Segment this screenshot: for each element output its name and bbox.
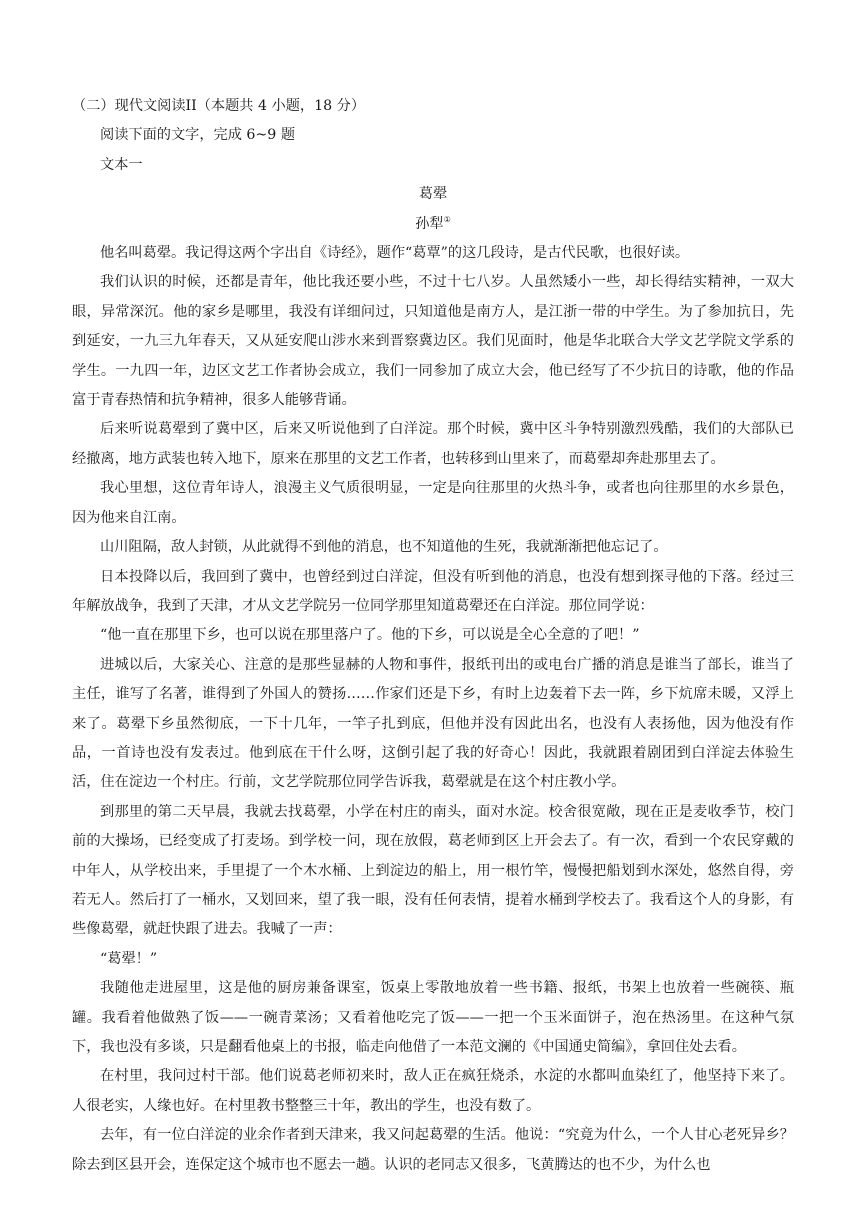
paragraph: 山川阻隔，敌人封锁，从此就得不到他的消息，也不知道他的生死，我就渐渐把他忘记了。 [100, 539, 668, 556]
paragraph: 去年，有一位白洋淀的业余作者到天津来，我又问起葛翚的生活。他说：“究竟为什么，一个人甘心老死异乡？除去到区县开会，连保定这个城市也不愿去一趟。认识的老同志又很多，飞黄腾达的也不少，为什么也 [72, 1127, 794, 1173]
footnote-marker: ① [443, 214, 451, 224]
section-header: （二）现代文阅读II（本题共 4 小题，18 分） [72, 98, 366, 114]
author-line [72, 210, 794, 239]
paragraph: 他名叫葛翚。我记得这两个字出自《诗经》，题作“葛覃”的这几段诗，是古代民歌，也很好读。 [100, 245, 690, 262]
paragraph: 我心里想，这位青年诗人，浪漫主义气质很明显，一定是向往那里的火热斗争，或者也向往那里的水乡景色，因为他来自江南。 [72, 480, 794, 526]
quote-paragraph: “他一直在那里下乡，也可以说在那里落户了。他的下乡，可以说是全心全意的了吧！” [100, 627, 640, 644]
paragraph: 后来听说葛翚到了冀中区，后来又听说他到了白洋淀。那个时候，冀中区斗争特别激烈残酷，我们的大部队已经撤离，地方武装也转入地下，原来在那里的文艺工作者，也转移到山里来了，而葛翚却奔赴那里去了。 [72, 421, 794, 467]
document-page [72, 92, 794, 1180]
paragraph: 进城以后，大家关心、注意的是那些显赫的人物和事件，报纸刊出的或电台广播的消息是谁当了部长，谁当了主任，谁写了名著，谁得到了外国人的赞扬……作家们还是下乡，有时上边轰着下去一阵，乡下炕席未暖，又浮上来了。葛翚下乡虽然彻底，一下十几年，一竿子扎到底，但他并没有因此出名，也没有人表扬他，因为他没有作品，一首诗也没有发表过。他到底在干什么呀，这倒引起了我的好奇心！因此，我就跟着剧团到白洋淀去体验生活，住在淀边一个村庄。行前，文艺学院那位同学告诉我，葛翚就是在这个村庄教小学。 [72, 656, 794, 791]
paragraph: 在村里，我问过村干部。他们说葛老师初来时，敌人正在疯狂烧杀，水淀的水都叫血染红了，他坚持下来了。人很老实，人缘也好。在村里教书整整三十年，教出的学生，也没有数了。 [72, 1068, 794, 1114]
paragraph: 我们认识的时候，还都是青年，他比我还要小些，不过十七八岁。人虽然矮小一些，却长得结实精神，一双大眼，异常深沉。他的家乡是哪里，我没有详细问过，只知道他是南方人，是江浙一带的中学生。为了参加抗日，先到延安，一九三九年春天，又从延安爬山涉水来到晋察冀边区。我们见面时，他是华北联合大学文艺学院文学系的学生。一九四一年，边区文艺工作者协会成立，我们一同参加了成立大会，他已经写了不少抗日的诗歌，他的作品富于青春热情和抗争精神，很多人能够背诵。 [72, 274, 794, 409]
paragraph: 我随他走进屋里，这是他的厨房兼备课室，饭桌上零散地放着一些书籍、报纸，书架上也放着一些碗筷、瓶罐。我看着他做熟了饭——一碗青菜汤；又看着他吃完了饭——一把一个玉米面饼子，泡在热汤里。在这种气氛下，我也没有多谈，只是翻看他桌上的书报，临走向他借了一本范文澜的《中国通史简编》，拿回住处去看。 [72, 980, 794, 1055]
article-title: 葛翚 [418, 186, 448, 203]
text-label: 文本一 [100, 156, 143, 173]
quote-paragraph: “葛翚！” [100, 950, 158, 967]
instruction: 阅读下面的文字，完成 6~9 题 [100, 127, 296, 144]
author-name: 孙犁 [415, 215, 444, 232]
paragraph: 日本投降以后，我回到了冀中，也曾经到过白洋淀，但没有听到他的消息，也没有想到探寻他的下落。经过三年解放战争，我到了天津，才从文艺学院另一位同学那里知道葛翚还在白洋淀。那位同学说： [72, 568, 794, 614]
paragraph: 到那里的第二天早晨，我就去找葛翚，小学在村庄的南头，面对水淀。校舍很宽敞，现在正是麦收季节，校门前的大操场，已经变成了打麦场。到学校一问，现在放假，葛老师到区上开会去了。有一次，看到一个农民穿戴的中年人，从学校出来，手里提了一个木水桶、上到淀边的船上，用一根竹竿，慢慢把船划到水深处，悠然自得，旁若无人。然后打了一桶水，又划回来，望了我一眼，没有任何表情，提着水桶到学校去了。我看这个人的身影，有些像葛翚，就赶快跟了进去。我喊了一声： [72, 803, 794, 938]
